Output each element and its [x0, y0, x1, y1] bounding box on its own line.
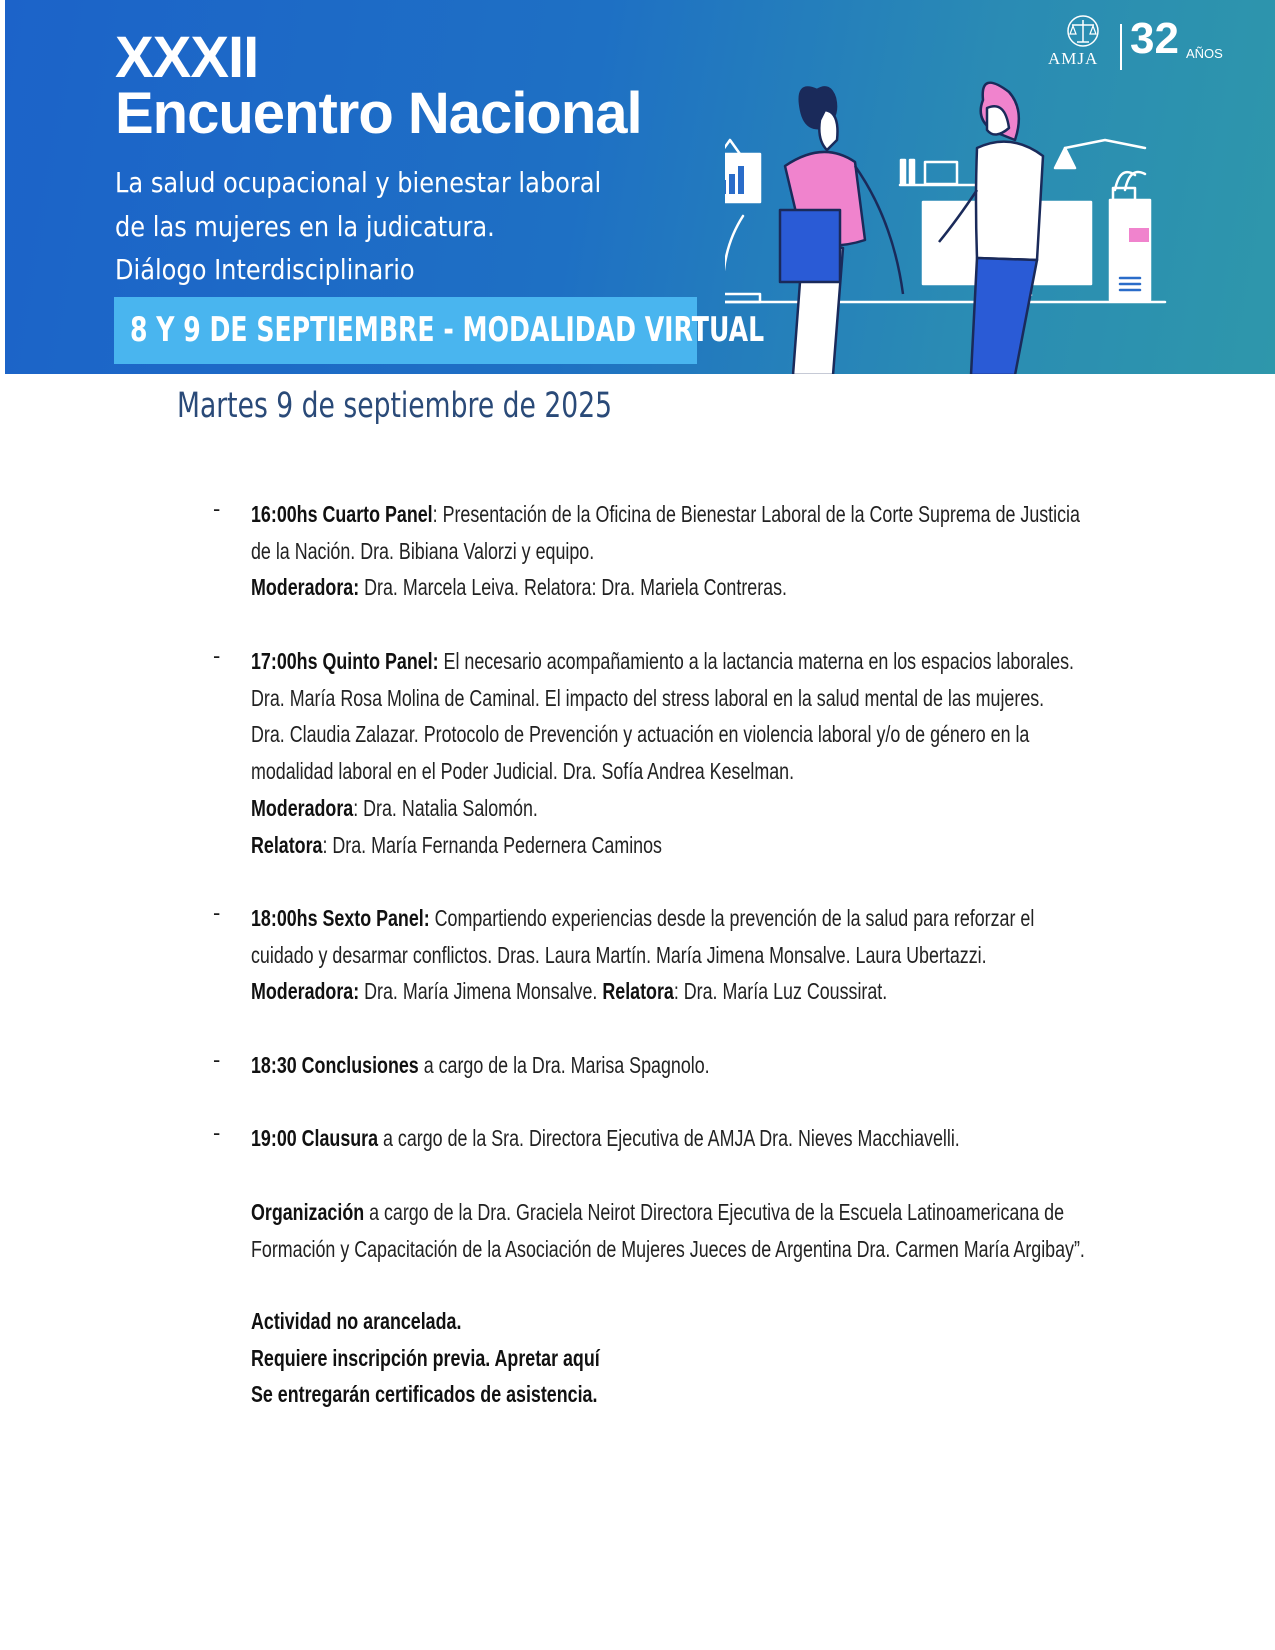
banner-event-name: Encuentro Nacional — [115, 81, 642, 146]
text-line — [251, 569, 1072, 606]
text-run: : Dra. María Luz Coussirat. — [673, 978, 888, 1005]
text-line — [251, 790, 1072, 827]
banner-edition: XXXII — [115, 25, 259, 90]
bold-label: Moderadora — [251, 794, 354, 821]
logo-years-label: AÑOS — [1186, 46, 1223, 61]
text-run: : Dra. Natalia Salomón. — [353, 794, 538, 821]
text-run: : Presentación de la Oficina de Bienestar Laboral de la Corte Suprema de Justicia — [432, 501, 1080, 527]
text-run: Dra. María Jimena Monsalve. — [359, 978, 603, 1005]
bold-label: 17:00hs Quinto Panel: — [251, 648, 439, 674]
bold-label: 18:00hs Sexto Panel: — [251, 905, 430, 931]
text-line — [251, 1047, 1072, 1084]
text-line — [251, 1231, 1085, 1268]
bold-label: Moderadora: — [251, 978, 360, 1005]
banner-subtitle-line-3: Diálogo Interdisciplinario — [115, 253, 415, 286]
text-line — [251, 900, 1072, 937]
agenda-text — [251, 643, 1072, 863]
bold-label: Relatora — [251, 831, 323, 858]
text-line — [251, 716, 1072, 753]
free-activity-note: Actividad no arancelada. — [251, 1308, 462, 1334]
registration-link[interactable]: Requiere inscripción previa. Apretar aquí — [251, 1344, 600, 1371]
text-line — [251, 753, 1072, 790]
list-bullet: - — [213, 1120, 221, 1145]
event-banner — [5, 0, 1275, 374]
text-run: Dra. Marcela Leiva. Relatora: Dra. Mariela Contreras. — [359, 574, 787, 601]
text-line — [251, 680, 1072, 717]
bold-label: Moderadora: — [251, 574, 360, 601]
organization-text — [251, 1194, 1085, 1267]
text-line — [251, 496, 1080, 533]
agenda-text — [251, 1120, 1072, 1157]
bold-label: 19:00 Clausura — [251, 1125, 379, 1151]
text-line — [251, 643, 1072, 680]
text-line — [251, 937, 1072, 974]
banner-subtitle-line-1: La salud ocupacional y bienestar laboral — [115, 166, 602, 199]
bold-label: Organización — [251, 1199, 365, 1225]
office-women-illustration — [725, 70, 1225, 374]
text-run: a cargo de la Dra. Marisa Spagnolo. — [418, 1052, 710, 1078]
text-line — [251, 1194, 1072, 1231]
bold-label: Relatora — [602, 978, 674, 1005]
text-line — [251, 973, 1072, 1010]
amja-logo — [1048, 14, 1223, 74]
text-run: Dra. María Rosa Molina de Caminal. El impacto del stress laboral en la salud mental de las mujeres. — [251, 684, 1045, 711]
text-run: : Dra. María Fernanda Pedernera Caminos — [322, 831, 662, 858]
scales-of-justice-icon — [1050, 14, 1116, 52]
day-heading: Martes 9 de septiembre de 2025 — [177, 386, 613, 426]
text-run: a cargo de la Dra. Graciela Neirot Directora Ejecutiva de la Escuela Latinoamericana de — [364, 1199, 1065, 1225]
logo-years: 32 — [1130, 14, 1179, 63]
bold-label: 18:30 Conclusiones — [251, 1052, 419, 1078]
bold-label: 16:00hs Cuarto Panel — [251, 501, 433, 527]
text-run: El necesario acompañamiento a la lactancia materna en los espacios laborales. — [438, 648, 1074, 674]
agenda-text — [251, 1047, 1072, 1084]
logo-divider — [1120, 24, 1122, 70]
logo-text: AMJA — [1048, 49, 1099, 68]
text-run: Formación y Capacitación de la Asociación de Mujeres Jueces de Argentina Dra. Carmen María Argibay”. — [251, 1235, 1085, 1262]
text-line — [251, 533, 1072, 570]
list-bullet: - — [213, 900, 221, 925]
text-run: modalidad laboral en el Poder Judicial. Dra. Sofía Andrea Keselman. — [251, 758, 795, 785]
banner-date-box — [114, 297, 765, 364]
agenda-text — [251, 900, 1072, 1010]
text-run: Compartiendo experiencias desde la prevención de la salud para reforzar el — [429, 905, 1035, 931]
text-run: a cargo de la Sra. Directora Ejecutiva de AMJA Dra. Nieves Macchiavelli. — [378, 1125, 960, 1151]
agenda-text — [251, 496, 1080, 606]
list-bullet: - — [213, 1047, 221, 1072]
banner-dates: 8 Y 9 DE SEPTIEMBRE - MODALIDAD VIRTUAL — [130, 310, 765, 350]
certificates-note: Se entregarán certificados de asistencia. — [251, 1381, 598, 1408]
list-bullet: - — [213, 496, 221, 521]
list-bullet: - — [213, 643, 221, 668]
banner-subtitle-line-2: de las mujeres en la judicatura. — [115, 210, 495, 243]
text-line — [251, 827, 1072, 864]
text-run: Dra. Claudia Zalazar. Protocolo de Prevención y actuación en violencia laboral y/o de género en la — [251, 721, 1030, 748]
text-run: cuidado y desarmar conflictos. Dras. Laura Martín. María Jimena Monsalve. Laura Ubertazzi. — [251, 941, 987, 968]
text-line — [251, 1120, 1072, 1157]
text-run: de la Nación. Dra. Bibiana Valorzi y equipo. — [251, 537, 595, 564]
